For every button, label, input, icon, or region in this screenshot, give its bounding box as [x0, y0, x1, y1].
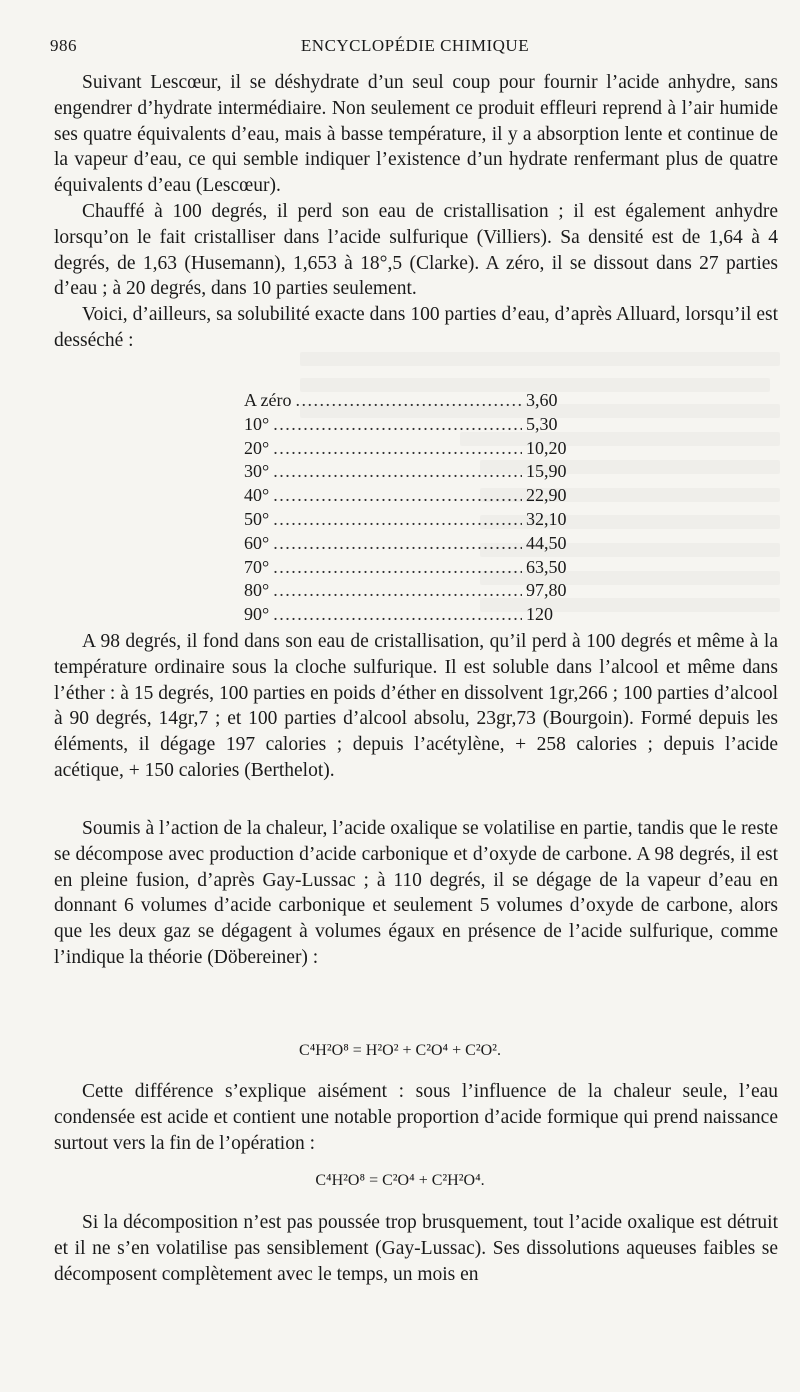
table-row: [244, 438, 584, 462]
paragraph: Voici, d’ailleurs, sa solubilité exacte dans 100 parties d’eau, d’après Alluard, lorsqu’il est desséché :: [54, 304, 778, 351]
paragraph: Si la décomposition n’est pas poussée trop brusquement, tout l’acide oxalique est détruit et il ne s’en volatilise pas sensiblement (Gay-Lussac). Ses dissolutions aqueuses faibles se décomposent complètement avec le temps, un mois en: [54, 1212, 778, 1285]
dot-leader: [273, 580, 522, 601]
paragraph: Suivant Lescœur, il se déshydrate d’un seul coup pour fournir l’acide anhydre, sans engendrer d’hydrate intermédiaire. Non seulement ce produit effleuri reprend à l’air humide ses quatre équivalents d’eau, mais à basse température, il y a absorption lente et continue de la vapeur d’eau, ce qui semble indiquer l’existence d’un hydrate renfermant plus de quatre équivalents d’eau (Lescœur).: [54, 72, 778, 197]
page-header: [50, 36, 780, 60]
table-row: [244, 390, 584, 414]
table-row: [244, 414, 584, 438]
temperature-cell: 70°: [244, 556, 270, 577]
paragraph: Soumis à l’action de la chaleur, l’acide oxalique se volatilise en partie, tandis que le reste se décompose avec production d’acide carbonique et d’oxyde de carbone. A 98 degrés, il est en pleine fusion, d’après Gay-Lussac ; à 110 degrés, il se dégage de la vapeur d’eau en donnant 6 volumes d’acide carbonique et seulement 5 volumes d’oxyde de carbone, alors que les deux gaz se dégagent à volumes égaux en présence de l’acide sulfurique, comme l’indique la théorie (Döbereiner) :: [54, 818, 778, 968]
temperature-cell: 80°: [244, 580, 270, 601]
dot-leader: [273, 604, 522, 625]
table-row: [244, 604, 584, 628]
dot-leader: [273, 509, 522, 530]
paragraph: Cette différence s’explique aisément : sous l’influence de la chaleur seule, l’eau condensée est acide et contient une notable proportion d’acide formique qui prend naissance surtout vers la fin de l’opération :: [54, 1081, 778, 1154]
solubility-value-cell: 32,10: [526, 508, 567, 529]
text-block-heat: [54, 816, 778, 971]
text-block-difference: [54, 1079, 778, 1156]
solubility-value-cell: 120: [526, 604, 553, 625]
solubility-value-cell: 5,30: [526, 413, 558, 434]
dot-leader: [273, 414, 522, 435]
solubility-value-cell: 63,50: [526, 556, 567, 577]
dot-leader: [273, 485, 522, 506]
text-block-top: [54, 70, 778, 354]
table-row: [244, 557, 584, 581]
solubility-value-cell: 15,90: [526, 461, 567, 482]
show-through: [300, 352, 780, 366]
dot-leader: [273, 533, 522, 554]
paragraph: A 98 degrés, il fond dans son eau de cristallisation, qu’il perd à 100 degrés et même à la température ordinaire sous la cloche sulfurique. Il est soluble dans l’alcool et même dans l’éther : à 15 degrés, 100 parties en poids d’éther en dissolvent 1gr,266 ; 100 parties d’alcool à 90 degrés, 14gr,7 ; et 100 parties d’alcool absolu, 23gr,73 (Bourgoin). Formé depuis les éléments, il dégage 197 calories ; depuis l’acétylène, + 258 calories ; depuis l’acide acétique, + 150 calories (Berthelot).: [54, 631, 778, 781]
temperature-cell: 50°: [244, 508, 270, 529]
chemical-equation: C⁴H²O⁸ = H²O² + C²O⁴ + C²O².: [299, 1042, 501, 1059]
table-row: [244, 485, 584, 509]
temperature-cell: 90°: [244, 604, 270, 625]
solubility-value-cell: 3,60: [526, 390, 558, 410]
solubility-table: [244, 390, 584, 628]
temperature-cell: 30°: [244, 461, 270, 482]
dot-leader: [273, 557, 522, 578]
dot-leader: [295, 390, 522, 411]
table-row: [244, 580, 584, 604]
table-row: [244, 509, 584, 533]
paragraph: Chauffé à 100 degrés, il perd son eau de cristallisation ; il est également anhydre lorsqu’on le fait cristalliser dans l’acide sulfurique (Villiers). Sa densité est de 1,64 à 4 degrés, de 1,63 (Husemann), 1,653 à 18°,5 (Clarke). A zéro, il se dissout dans 27 parties d’eau ; à 20 degrés, dans 10 parties seulement.: [54, 200, 778, 300]
temperature-cell: 10°: [244, 413, 270, 434]
temperature-cell: A zéro: [244, 390, 292, 410]
solubility-value-cell: 97,80: [526, 580, 567, 601]
solubility-value-cell: 10,20: [526, 437, 567, 458]
temperature-cell: 40°: [244, 485, 270, 506]
table-row: [244, 461, 584, 485]
table-row: [244, 533, 584, 557]
text-block-solubility: [54, 629, 778, 784]
chemical-equation: C⁴H²O⁸ = C²O⁴ + C²H²O⁴.: [315, 1172, 485, 1189]
solubility-value-cell: 44,50: [526, 532, 567, 553]
text-block-last: [54, 1210, 778, 1287]
temperature-cell: 60°: [244, 532, 270, 553]
page-number: 986: [50, 36, 77, 55]
solubility-value-cell: 22,90: [526, 485, 567, 506]
dot-leader: [273, 438, 522, 459]
temperature-cell: 20°: [244, 437, 270, 458]
dot-leader: [273, 461, 522, 482]
running-title: ENCYCLOPÉDIE CHIMIQUE: [300, 36, 530, 55]
